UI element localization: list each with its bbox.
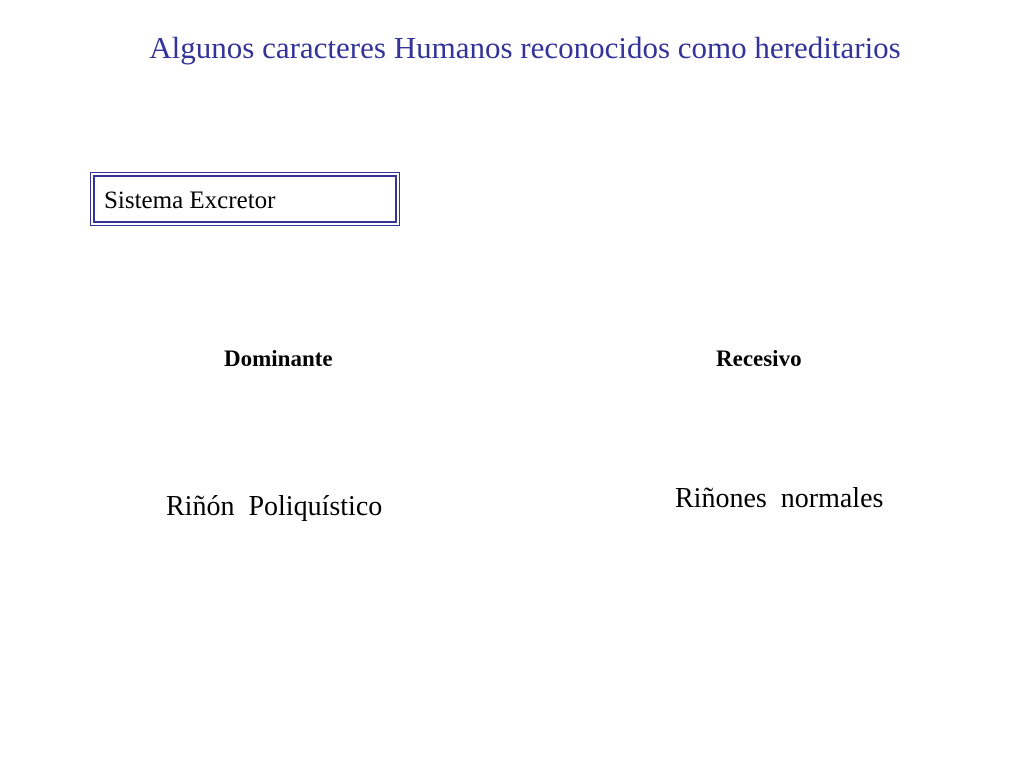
dominant-header: Dominante — [224, 346, 333, 371]
slide-title: Algunos caracteres Humanos reconocidos como hereditarios — [149, 30, 901, 65]
section-label: Sistema Excretor — [104, 187, 276, 214]
recessive-header: Recesivo — [716, 346, 802, 371]
section-box-inner — [93, 175, 397, 223]
recessive-trait: Riñones normales — [675, 483, 884, 514]
section-box — [90, 172, 400, 226]
dominant-trait: Riñón Poliquístico — [166, 491, 383, 522]
